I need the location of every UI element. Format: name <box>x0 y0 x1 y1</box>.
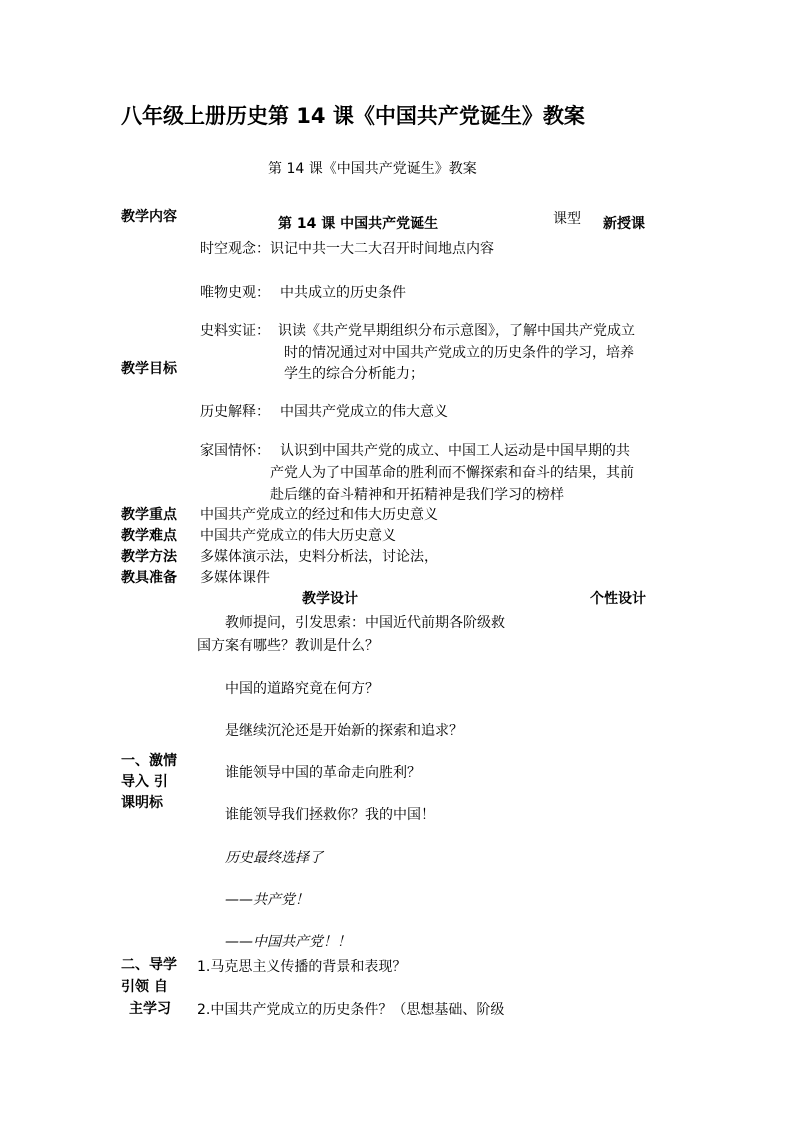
goal-line: 识读《共产党早期组织分布示意图》，了解中国共产党成立 <box>278 323 635 339</box>
section1-label-line: 课明标 <box>121 795 163 811</box>
label-goals: 教学目标 <box>121 361 177 377</box>
label-key-point: 教学重点 <box>121 507 177 523</box>
header-personal-design: 个性设计 <box>590 591 646 607</box>
value-content: 第 14 课 中国共产党诞生 <box>278 216 439 232</box>
question-line: 谁能领导中国的革命走向胜利？ <box>225 765 421 781</box>
label-type: 课型 <box>553 211 581 227</box>
header-teaching-design: 教学设计 <box>302 591 358 607</box>
document-title: 八年级上册历史第 14 课《中国共产党诞生》教案 <box>121 104 585 128</box>
question-line: 中国的道路究竟在何方？ <box>225 681 379 697</box>
goal-line: 时的情况通过对中国共产党成立的历史条件的学习，培养 <box>284 345 634 361</box>
emphasis-line: ——中国共产党！！ <box>225 934 351 950</box>
goal-label: 史料实证： <box>200 323 270 339</box>
label-difficult-point: 教学难点 <box>121 528 177 544</box>
goal-label: 家国情怀： <box>200 443 270 459</box>
study-item: 1.马克思主义传播的背景和表现？ <box>197 959 407 975</box>
goal-line: 中国共产党成立的伟大意义 <box>280 404 448 420</box>
section2-label-line: 引领 自 <box>121 979 168 995</box>
goal-line: 认识到中国共产党的成立、中国工人运动是中国早期的共 <box>280 443 630 459</box>
value-difficult-point: 中国共产党成立的伟大历史意义 <box>200 528 396 544</box>
intro-line: 国方案有哪些？教训是什么？ <box>197 638 379 654</box>
label-method: 教学方法 <box>121 549 177 565</box>
goal-label: 唯物史观： <box>200 285 270 301</box>
value-tools: 多媒体课件 <box>200 570 270 586</box>
label-content: 教学内容 <box>121 209 177 225</box>
goal-line: 产党人为了中国革命的胜利而不懈探索和奋斗的结果，其前 <box>270 465 634 481</box>
goal-line: 识记中共一大二大召开时间地点内容 <box>270 241 494 257</box>
section2-label-line: 二、导学 <box>121 957 177 973</box>
section1-label-line: 一、激情 <box>121 753 177 769</box>
goal-line: 赴后继的奋斗精神和开拓精神是我们学习的榜样 <box>270 487 564 503</box>
goal-line: 学生的综合分析能力； <box>284 366 424 382</box>
document-subtitle: 第 14 课《中国共产党诞生》教案 <box>268 161 477 177</box>
section1-label-line: 导入 引 <box>121 774 168 790</box>
goal-label: 历史解释： <box>200 404 270 420</box>
value-type: 新授课 <box>603 216 645 232</box>
value-key-point: 中国共产党成立的经过和伟大历史意义 <box>200 507 438 523</box>
study-item: 2.中国共产党成立的历史条件？（思想基础、阶级 <box>197 1002 505 1018</box>
question-line: 是继续沉沦还是开始新的探索和追求？ <box>225 723 463 739</box>
emphasis-line: ——共产党！ <box>225 892 309 908</box>
intro-line: 教师提问，引发思索：中国近代前期各阶级救 <box>225 615 505 631</box>
goal-label: 时空观念： <box>200 241 270 257</box>
value-method: 多媒体演示法，史料分析法，讨论法， <box>200 549 438 565</box>
section2-label-line: 主学习 <box>129 1001 171 1017</box>
emphasis-line: 历史最终选择了 <box>225 850 323 866</box>
question-line: 谁能领导我们拯救你？我的中国！ <box>225 807 435 823</box>
label-tools: 教具准备 <box>121 570 177 586</box>
goal-line: 中共成立的历史条件 <box>280 285 406 301</box>
